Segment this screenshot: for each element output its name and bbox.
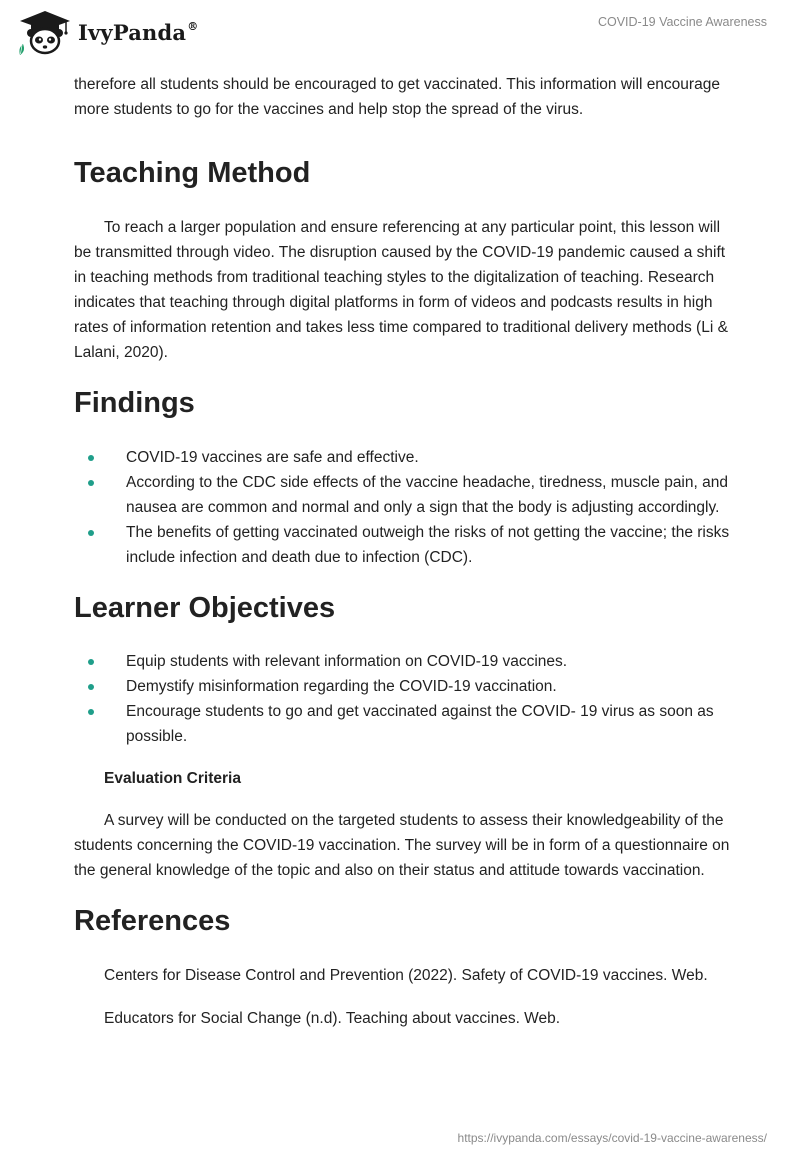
findings-list (74, 445, 734, 570)
list-item: According to the CDC side effects of the vaccine headache, tiredness, muscle pain, and nausea are common and normal and only a sign that the body is adjusting accordingly. (74, 470, 734, 520)
list-item: The benefits of getting vaccinated outweigh the risks of not getting the vaccine; the risks include infection and death due to infection (CDC). (74, 520, 734, 570)
bullet-icon (88, 480, 94, 486)
page-header (0, 0, 800, 70)
heading-teaching-method: Teaching Method (74, 157, 311, 189)
ivypanda-logo[interactable] (14, 8, 198, 56)
evaluation-paragraph: A survey will be conducted on the targeted students to assess their knowledgeability of the students concerning the COVID-19 vaccination. The survey will be in form of a questionnaire on the general knowledge of the topic and also on their status and attitude towards vaccination. (74, 812, 730, 879)
reference-item: Educators for Social Change (n.d). Teaching about vaccines. Web. (104, 1010, 561, 1027)
heading-learner-objectives: Learner Objectives (74, 592, 336, 624)
list-item: COVID-19 vaccines are safe and effective. (74, 445, 734, 470)
bullet-icon (88, 684, 94, 690)
intro-paragraph: therefore all students should be encouraged to get vaccinated. This information will encourage more students to go for the vaccines and help stop the spread of the virus. (74, 76, 720, 118)
list-item: Demystify misinformation regarding the COVID-19 vaccination. (74, 674, 734, 699)
bullet-icon (88, 455, 94, 461)
list-item: Encourage students to go and get vaccinated against the COVID- 19 virus as soon as possible. (74, 699, 734, 749)
logo-text: IvyPanda® (78, 19, 199, 45)
heading-references: References (74, 905, 231, 937)
source-url[interactable]: https://ivypanda.com/essays/covid-19-vaccine-awareness/ (457, 1131, 767, 1145)
registered-mark: ® (187, 19, 199, 33)
bullet-icon (88, 530, 94, 536)
list-item: Equip students with relevant information on COVID-19 vaccines. (74, 649, 734, 674)
document-title: COVID-19 Vaccine Awareness (597, 15, 767, 29)
panda-logo-icon (14, 8, 76, 56)
bullet-icon (88, 709, 94, 715)
bullet-icon (88, 659, 94, 665)
document-body (74, 72, 734, 1031)
heading-findings: Findings (74, 387, 195, 419)
objectives-list (74, 649, 734, 749)
teaching-method-paragraph: To reach a larger population and ensure referencing at any particular point, this lesson will be transmitted through video. The disruption caused by the COVID-19 pandemic caused a shift in teaching methods from traditional teaching styles to the digitalization of teaching. Research indicates that teaching through digital platforms in form of videos and podcasts results in high rates of information retention and takes less time compared to traditional delivery methods (Li & Lalani, 2020). (74, 219, 728, 361)
heading-evaluation-criteria: Evaluation Criteria (104, 770, 241, 787)
reference-item: Centers for Disease Control and Prevention (2022). Safety of COVID-19 vaccines. Web. (104, 967, 708, 984)
